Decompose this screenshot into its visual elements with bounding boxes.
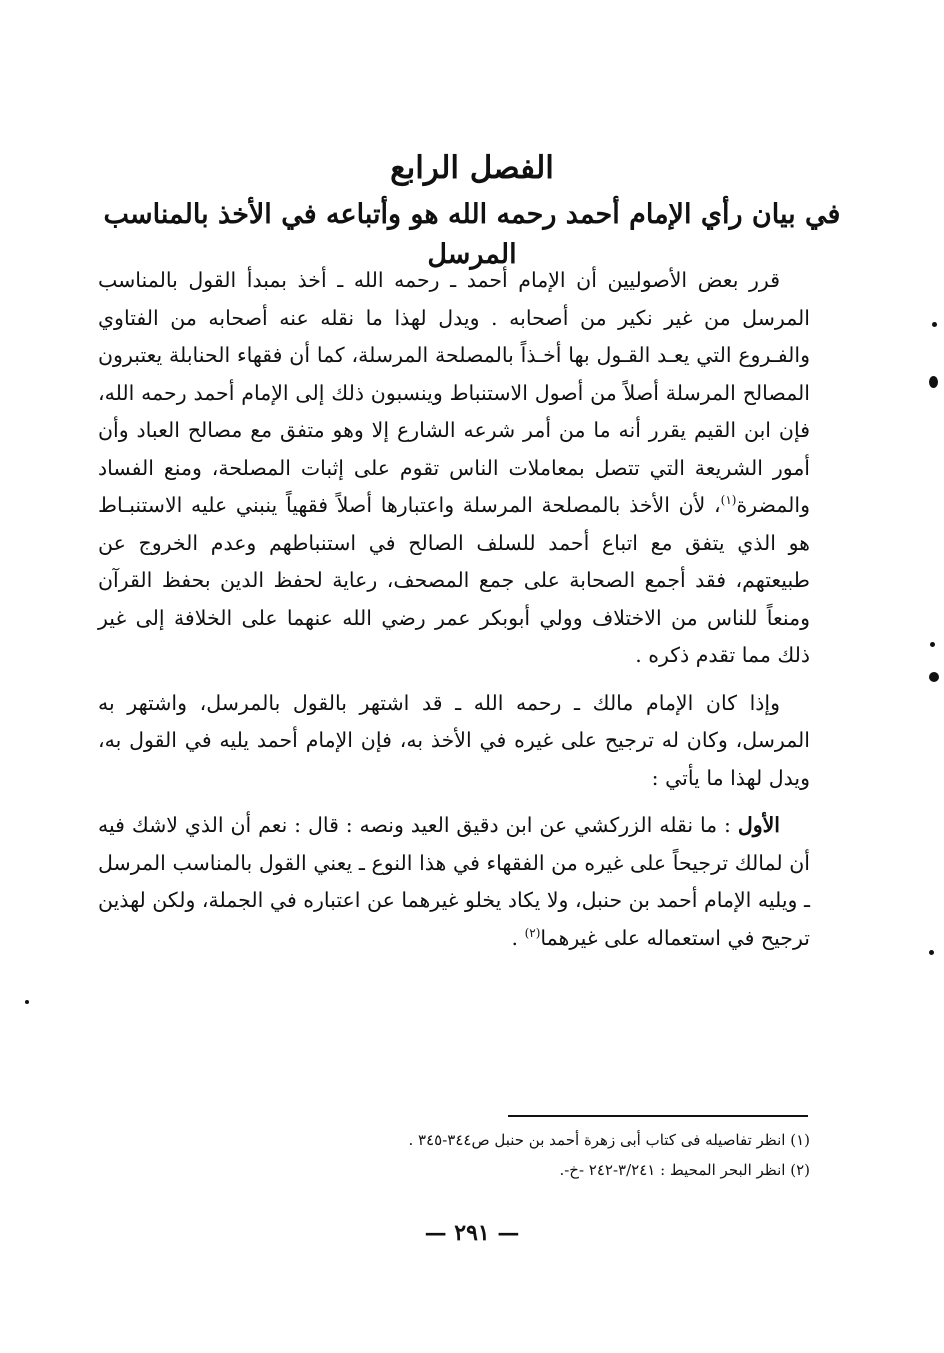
footnote-2: (٢) انظر البحر المحيط : ٣/٢٤١-٢٤٢ -خ-. <box>559 1161 810 1179</box>
scan-speck <box>932 322 937 327</box>
paragraph-text: ، لأن الأخذ بالمصلحة المرسلة واعتبارها أصلاً فقهياً ينبني عليه الاستنبـاط هو الذي يتفق مع اتباع أحمد للسلف الصالح في استنباطهم وعدم الخروج عن طبيعتهم، فقد أجمع الصحابة على جمع المصحف، رعاية لحفظ الدين بحفظ القرآن ومنعاً للناس من الاختلاف وولي أبوبكر عمر رضي الله عنهما على الخلافة إلى غير ذلك مما تقدم ذكره . <box>98 493 810 667</box>
paragraph-text: قرر بعض الأصوليين أن الإمام أحمد ـ رحمه الله ـ أخذ بمبدأ القول بالمناسب المرسل من غير نكير من أصحابه . ويدل لهذا ما نقله عنه أصحابه من الفتاوي والفـروع التي يعـد القـول بها أخـذاً بالمصلحة المرسلة، كما أن فقهاء الحنابلة يعتبرون المصالح المرسلة أصلاً من أصول الاستنباط وينسبون ذلك إلى الإمام أحمد رحمه الله، فإن ابن القيم يقرر أنه ما من أمر شرعه الشارع إلا وهو متفق مع مصالح العباد وأن أمور الشريعة التي تتصل بمعاملات الناس تقوم على إثبات المصلحة، ومنع الفساد والمضرة <box>98 268 810 517</box>
paragraph-text: وإذا كان الإمام مالك ـ رحمه الله ـ قد اشتهر بالقول بالمرسل، واشتهر به المرسل، وكان له ترجيح على غيره في الأخذ به، فإن الإمام أحمد يليه في القول به، ويدل لهذا ما يأتي : <box>98 690 810 790</box>
body-text <box>98 262 810 967</box>
scan-speck <box>929 950 934 955</box>
scan-speck <box>25 1000 29 1004</box>
footnote-ref-2: (٢) <box>524 925 541 940</box>
paragraph-1 <box>98 262 810 675</box>
paragraph-lead: الأول <box>737 813 780 837</box>
paragraph-text: : ما نقله الزركشي عن ابن دقيق العيد ونصه : قال : نعم أن الذي لاشك فيه أن لمالك ترجيحاً على غيره من الفقهاء في هذا النوع ـ يعني القول بالمناسب المرسل ـ ويليه الإمام أحمد بن حنبل، ولا يكاد يخلو غيرهما عن اعتباره في الجملة، ولكن لهذين ترجيح في استعماله على غيرهما <box>98 813 810 950</box>
footnote-divider <box>508 1115 808 1117</box>
page-number: — ٢٩١ — <box>424 1220 520 1246</box>
scan-speck <box>929 376 938 388</box>
footnote-ref-1: (١) <box>720 493 737 508</box>
chapter-subtitle: في بيان رأي الإمام أحمد رحمه الله هو وأتباعه في الأخذ بالمناسب المرسل <box>103 199 841 270</box>
footnote-1: (١) انظر تفاصيله فى كتاب أبى زهرة أحمد بن حنبل ص٣٤٤-٣٤٥ . <box>408 1131 810 1149</box>
footnotes <box>180 1125 810 1185</box>
chapter-title: الفصل الرابع <box>390 150 554 186</box>
scan-speck <box>930 642 935 647</box>
scan-speck <box>929 672 939 682</box>
paragraph-2 <box>98 685 810 798</box>
paragraph-text: . <box>511 925 525 950</box>
paragraph-3 <box>98 807 810 957</box>
